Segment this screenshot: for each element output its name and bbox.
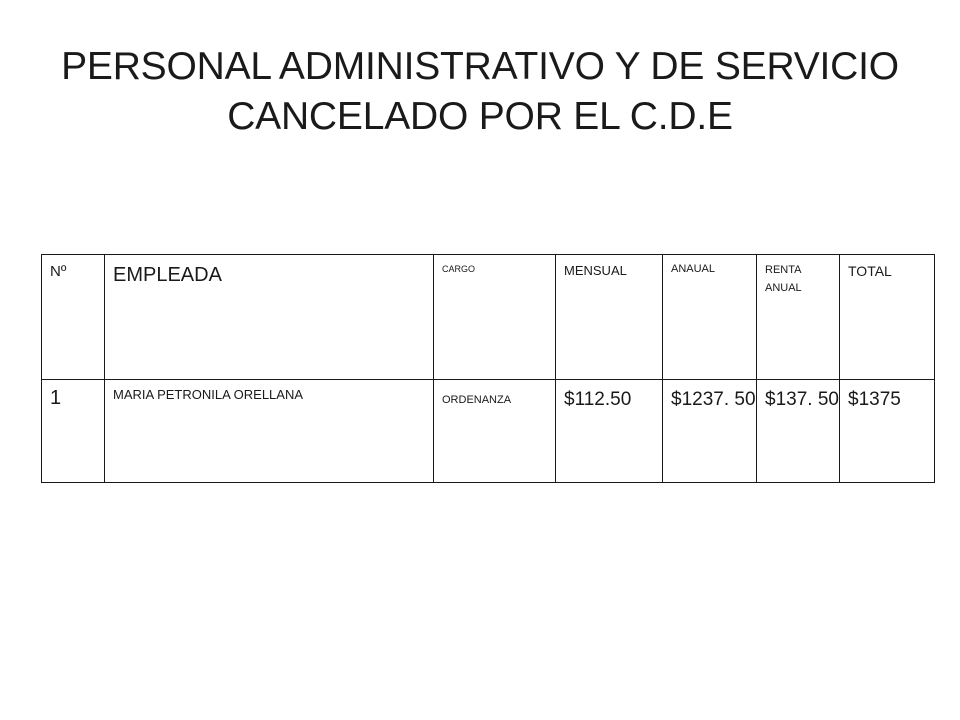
cell-anual: $1237. 50: [663, 380, 757, 483]
cell-mensual: $112.50: [556, 380, 663, 483]
header-empleada: EMPLEADA: [105, 255, 434, 380]
table-header-row: [42, 255, 935, 380]
cell-cargo: ORDENANZA: [434, 380, 556, 483]
cell-empleada: MARIA PETRONILA ORELLANA: [105, 380, 434, 483]
cell-num: 1: [42, 380, 105, 483]
header-anual: ANAUAL: [663, 255, 757, 380]
header-num: Nº: [42, 255, 105, 380]
cell-total: $1375: [840, 380, 935, 483]
personnel-table: [41, 254, 935, 483]
title-line-2: CANCELADO POR EL C.D.E: [227, 95, 733, 138]
header-total: TOTAL: [840, 255, 935, 380]
header-cargo: CARGO: [434, 255, 556, 380]
header-mensual: MENSUAL: [556, 255, 663, 380]
cell-renta-anual: $137. 50: [757, 380, 840, 483]
table-row: [42, 380, 935, 483]
slide-title: [60, 42, 900, 142]
header-renta-anual: RENTA ANUAL: [757, 255, 840, 380]
title-line-1: PERSONAL ADMINISTRATIVO Y DE SERVICIO: [61, 45, 899, 88]
